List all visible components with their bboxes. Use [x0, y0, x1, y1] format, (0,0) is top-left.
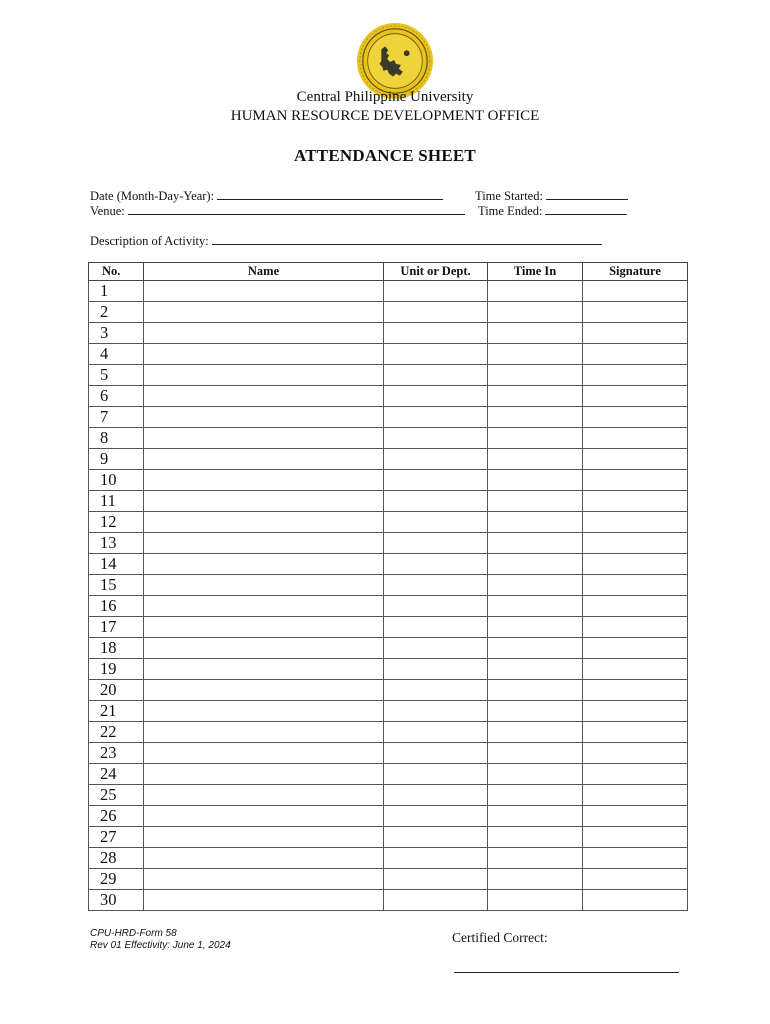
- row-number: 28: [89, 848, 144, 869]
- date-label: Date (Month-Day-Year):: [90, 189, 215, 203]
- time-in-cell[interactable]: [488, 470, 583, 491]
- table-row: [89, 428, 688, 449]
- row-number: 7: [89, 407, 144, 428]
- signature-cell[interactable]: [583, 722, 688, 743]
- row-number: 12: [89, 512, 144, 533]
- row-number: 5: [89, 365, 144, 386]
- unit-cell[interactable]: [384, 785, 488, 806]
- table-row: [89, 764, 688, 785]
- signature-cell[interactable]: [583, 890, 688, 911]
- name-cell[interactable]: [144, 470, 384, 491]
- row-number: 25: [89, 785, 144, 806]
- table-row: [89, 722, 688, 743]
- unit-cell[interactable]: [384, 722, 488, 743]
- table-row: [89, 701, 688, 722]
- signature-cell[interactable]: [583, 407, 688, 428]
- unit-cell[interactable]: [384, 533, 488, 554]
- time-in-cell[interactable]: [488, 869, 583, 890]
- date-blank[interactable]: [217, 188, 443, 200]
- signature-cell[interactable]: [583, 428, 688, 449]
- signature-cell[interactable]: [583, 764, 688, 785]
- row-number: 29: [89, 869, 144, 890]
- table-row: [89, 638, 688, 659]
- signature-cell[interactable]: [583, 680, 688, 701]
- unit-cell[interactable]: [384, 680, 488, 701]
- certified-label: Certified Correct:: [452, 930, 548, 945]
- name-cell[interactable]: [144, 512, 384, 533]
- name-cell[interactable]: [144, 386, 384, 407]
- signature-cell[interactable]: [583, 869, 688, 890]
- row-number: 22: [89, 722, 144, 743]
- name-cell[interactable]: [144, 827, 384, 848]
- unit-cell[interactable]: [384, 344, 488, 365]
- name-cell[interactable]: [144, 869, 384, 890]
- name-cell[interactable]: [144, 806, 384, 827]
- time-in-cell[interactable]: [488, 512, 583, 533]
- col-header-unit: Unit or Dept.: [384, 263, 488, 281]
- table-row: [89, 533, 688, 554]
- row-number: 2: [89, 302, 144, 323]
- row-number: 27: [89, 827, 144, 848]
- signature-cell[interactable]: [583, 365, 688, 386]
- time-in-cell[interactable]: [488, 386, 583, 407]
- unit-cell[interactable]: [384, 596, 488, 617]
- unit-cell[interactable]: [384, 701, 488, 722]
- certified-signature-line[interactable]: [454, 972, 679, 973]
- row-number: 17: [89, 617, 144, 638]
- table-row: [89, 281, 688, 302]
- table-header-row: [89, 263, 688, 281]
- unit-cell[interactable]: [384, 281, 488, 302]
- time-started-label: Time Started:: [475, 189, 543, 203]
- name-cell[interactable]: [144, 554, 384, 575]
- unit-cell[interactable]: [384, 554, 488, 575]
- time-in-cell[interactable]: [488, 743, 583, 764]
- time-ended-label: Time Ended:: [478, 204, 543, 218]
- row-number: 30: [89, 890, 144, 911]
- unit-cell[interactable]: [384, 470, 488, 491]
- time-in-cell[interactable]: [488, 659, 583, 680]
- venue-field[interactable]: [90, 203, 465, 219]
- row-number: 14: [89, 554, 144, 575]
- description-blank[interactable]: [212, 233, 602, 245]
- name-cell[interactable]: [144, 785, 384, 806]
- signature-cell[interactable]: [583, 806, 688, 827]
- name-cell[interactable]: [144, 722, 384, 743]
- signature-cell[interactable]: [583, 785, 688, 806]
- unit-cell[interactable]: [384, 764, 488, 785]
- unit-cell[interactable]: [384, 449, 488, 470]
- table-row: [89, 890, 688, 911]
- row-number: 24: [89, 764, 144, 785]
- signature-cell[interactable]: [583, 323, 688, 344]
- signature-cell[interactable]: [583, 617, 688, 638]
- row-number: 11: [89, 491, 144, 512]
- unit-cell[interactable]: [384, 302, 488, 323]
- signature-cell[interactable]: [583, 554, 688, 575]
- signature-cell[interactable]: [583, 596, 688, 617]
- table-row: [89, 344, 688, 365]
- time-in-cell[interactable]: [488, 890, 583, 911]
- row-number: 9: [89, 449, 144, 470]
- name-cell[interactable]: [144, 617, 384, 638]
- name-cell[interactable]: [144, 596, 384, 617]
- col-header-time-in: Time In: [488, 263, 583, 281]
- table-row: [89, 365, 688, 386]
- table-row: [89, 491, 688, 512]
- table-row: [89, 386, 688, 407]
- attendance-table: [88, 262, 688, 911]
- time-in-cell[interactable]: [488, 302, 583, 323]
- time-in-cell[interactable]: [488, 491, 583, 512]
- time-in-cell[interactable]: [488, 323, 583, 344]
- table-row: [89, 806, 688, 827]
- unit-cell[interactable]: [384, 512, 488, 533]
- time-in-cell[interactable]: [488, 848, 583, 869]
- signature-cell[interactable]: [583, 848, 688, 869]
- time-ended-field[interactable]: [478, 203, 627, 219]
- name-cell[interactable]: [144, 701, 384, 722]
- name-cell[interactable]: [144, 428, 384, 449]
- row-number: 1: [89, 281, 144, 302]
- unit-cell[interactable]: [384, 659, 488, 680]
- venue-blank[interactable]: [128, 203, 465, 215]
- table-row: [89, 785, 688, 806]
- time-in-cell[interactable]: [488, 722, 583, 743]
- time-in-cell[interactable]: [488, 680, 583, 701]
- row-number: 4: [89, 344, 144, 365]
- time-in-cell[interactable]: [488, 449, 583, 470]
- row-number: 3: [89, 323, 144, 344]
- signature-cell[interactable]: [583, 575, 688, 596]
- unit-cell[interactable]: [384, 869, 488, 890]
- name-cell[interactable]: [144, 680, 384, 701]
- row-number: 19: [89, 659, 144, 680]
- unit-cell[interactable]: [384, 617, 488, 638]
- row-number: 13: [89, 533, 144, 554]
- row-number: 6: [89, 386, 144, 407]
- name-cell[interactable]: [144, 575, 384, 596]
- table-row: [89, 470, 688, 491]
- row-number: 16: [89, 596, 144, 617]
- office-name: HUMAN RESOURCE DEVELOPMENT OFFICE: [230, 108, 540, 124]
- time-in-cell[interactable]: [488, 806, 583, 827]
- unit-cell[interactable]: [384, 638, 488, 659]
- name-cell[interactable]: [144, 407, 384, 428]
- signature-cell[interactable]: [583, 701, 688, 722]
- name-cell[interactable]: [144, 365, 384, 386]
- table-row: [89, 554, 688, 575]
- time-in-cell[interactable]: [488, 827, 583, 848]
- name-cell[interactable]: [144, 659, 384, 680]
- time-started-blank[interactable]: [546, 188, 628, 200]
- signature-cell[interactable]: [583, 491, 688, 512]
- signature-cell[interactable]: [583, 344, 688, 365]
- time-in-cell[interactable]: [488, 701, 583, 722]
- description-label: Description of Activity:: [90, 234, 209, 248]
- signature-cell[interactable]: [583, 512, 688, 533]
- name-cell[interactable]: [144, 491, 384, 512]
- unit-cell[interactable]: [384, 386, 488, 407]
- form-footer: [90, 928, 231, 952]
- name-cell[interactable]: [144, 449, 384, 470]
- table-row: [89, 659, 688, 680]
- signature-cell[interactable]: [583, 638, 688, 659]
- unit-cell[interactable]: [384, 428, 488, 449]
- unit-cell[interactable]: [384, 827, 488, 848]
- table-row: [89, 512, 688, 533]
- name-cell[interactable]: [144, 848, 384, 869]
- signature-cell[interactable]: [583, 659, 688, 680]
- time-in-cell[interactable]: [488, 554, 583, 575]
- time-in-cell[interactable]: [488, 281, 583, 302]
- page-title: ATTENDANCE SHEET: [294, 146, 476, 165]
- signature-cell[interactable]: [583, 743, 688, 764]
- name-cell[interactable]: [144, 344, 384, 365]
- table-row: [89, 596, 688, 617]
- time-ended-blank[interactable]: [545, 203, 627, 215]
- name-cell[interactable]: [144, 890, 384, 911]
- name-cell[interactable]: [144, 281, 384, 302]
- form-code: CPU-HRD-Form 58: [90, 928, 177, 939]
- signature-cell[interactable]: [583, 302, 688, 323]
- row-number: 21: [89, 701, 144, 722]
- table-row: [89, 302, 688, 323]
- col-header-no: No.: [89, 263, 144, 281]
- row-number: 23: [89, 743, 144, 764]
- name-cell[interactable]: [144, 638, 384, 659]
- signature-cell[interactable]: [583, 281, 688, 302]
- table-row: [89, 407, 688, 428]
- time-in-cell[interactable]: [488, 365, 583, 386]
- unit-cell[interactable]: [384, 848, 488, 869]
- signature-cell[interactable]: [583, 827, 688, 848]
- name-cell[interactable]: [144, 764, 384, 785]
- unit-cell[interactable]: [384, 491, 488, 512]
- table-row: [89, 827, 688, 848]
- time-in-cell[interactable]: [488, 533, 583, 554]
- signature-cell[interactable]: [583, 533, 688, 554]
- table-row: [89, 575, 688, 596]
- signature-cell[interactable]: [583, 386, 688, 407]
- unit-cell[interactable]: [384, 323, 488, 344]
- time-in-cell[interactable]: [488, 575, 583, 596]
- unit-cell[interactable]: [384, 743, 488, 764]
- time-in-cell[interactable]: [488, 407, 583, 428]
- signature-cell[interactable]: [583, 449, 688, 470]
- time-in-cell[interactable]: [488, 785, 583, 806]
- table-row: [89, 743, 688, 764]
- table-row: [89, 869, 688, 890]
- col-header-signature: Signature: [583, 263, 688, 281]
- name-cell[interactable]: [144, 302, 384, 323]
- time-in-cell[interactable]: [488, 638, 583, 659]
- unit-cell[interactable]: [384, 407, 488, 428]
- table-row: [89, 680, 688, 701]
- row-number: 15: [89, 575, 144, 596]
- unit-cell[interactable]: [384, 365, 488, 386]
- row-number: 8: [89, 428, 144, 449]
- time-in-cell[interactable]: [488, 344, 583, 365]
- table-row: [89, 449, 688, 470]
- row-number: 26: [89, 806, 144, 827]
- university-name: Central Philippine University: [296, 89, 474, 105]
- name-cell[interactable]: [144, 533, 384, 554]
- venue-label: Venue:: [90, 204, 125, 218]
- time-in-cell[interactable]: [488, 764, 583, 785]
- unit-cell[interactable]: [384, 806, 488, 827]
- description-field[interactable]: [90, 233, 602, 249]
- table-row: [89, 617, 688, 638]
- unit-cell[interactable]: [384, 890, 488, 911]
- unit-cell[interactable]: [384, 575, 488, 596]
- form-revision: Rev 01 Effectivity: June 1, 2024: [90, 940, 231, 951]
- time-in-cell[interactable]: [488, 428, 583, 449]
- time-in-cell[interactable]: [488, 596, 583, 617]
- name-cell[interactable]: [144, 323, 384, 344]
- name-cell[interactable]: [144, 743, 384, 764]
- time-started-field[interactable]: [475, 188, 628, 204]
- row-number: 20: [89, 680, 144, 701]
- signature-cell[interactable]: [583, 470, 688, 491]
- table-row: [89, 323, 688, 344]
- time-in-cell[interactable]: [488, 617, 583, 638]
- row-number: 10: [89, 470, 144, 491]
- date-field[interactable]: [90, 188, 443, 204]
- col-header-name: Name: [144, 263, 384, 281]
- table-row: [89, 848, 688, 869]
- row-number: 18: [89, 638, 144, 659]
